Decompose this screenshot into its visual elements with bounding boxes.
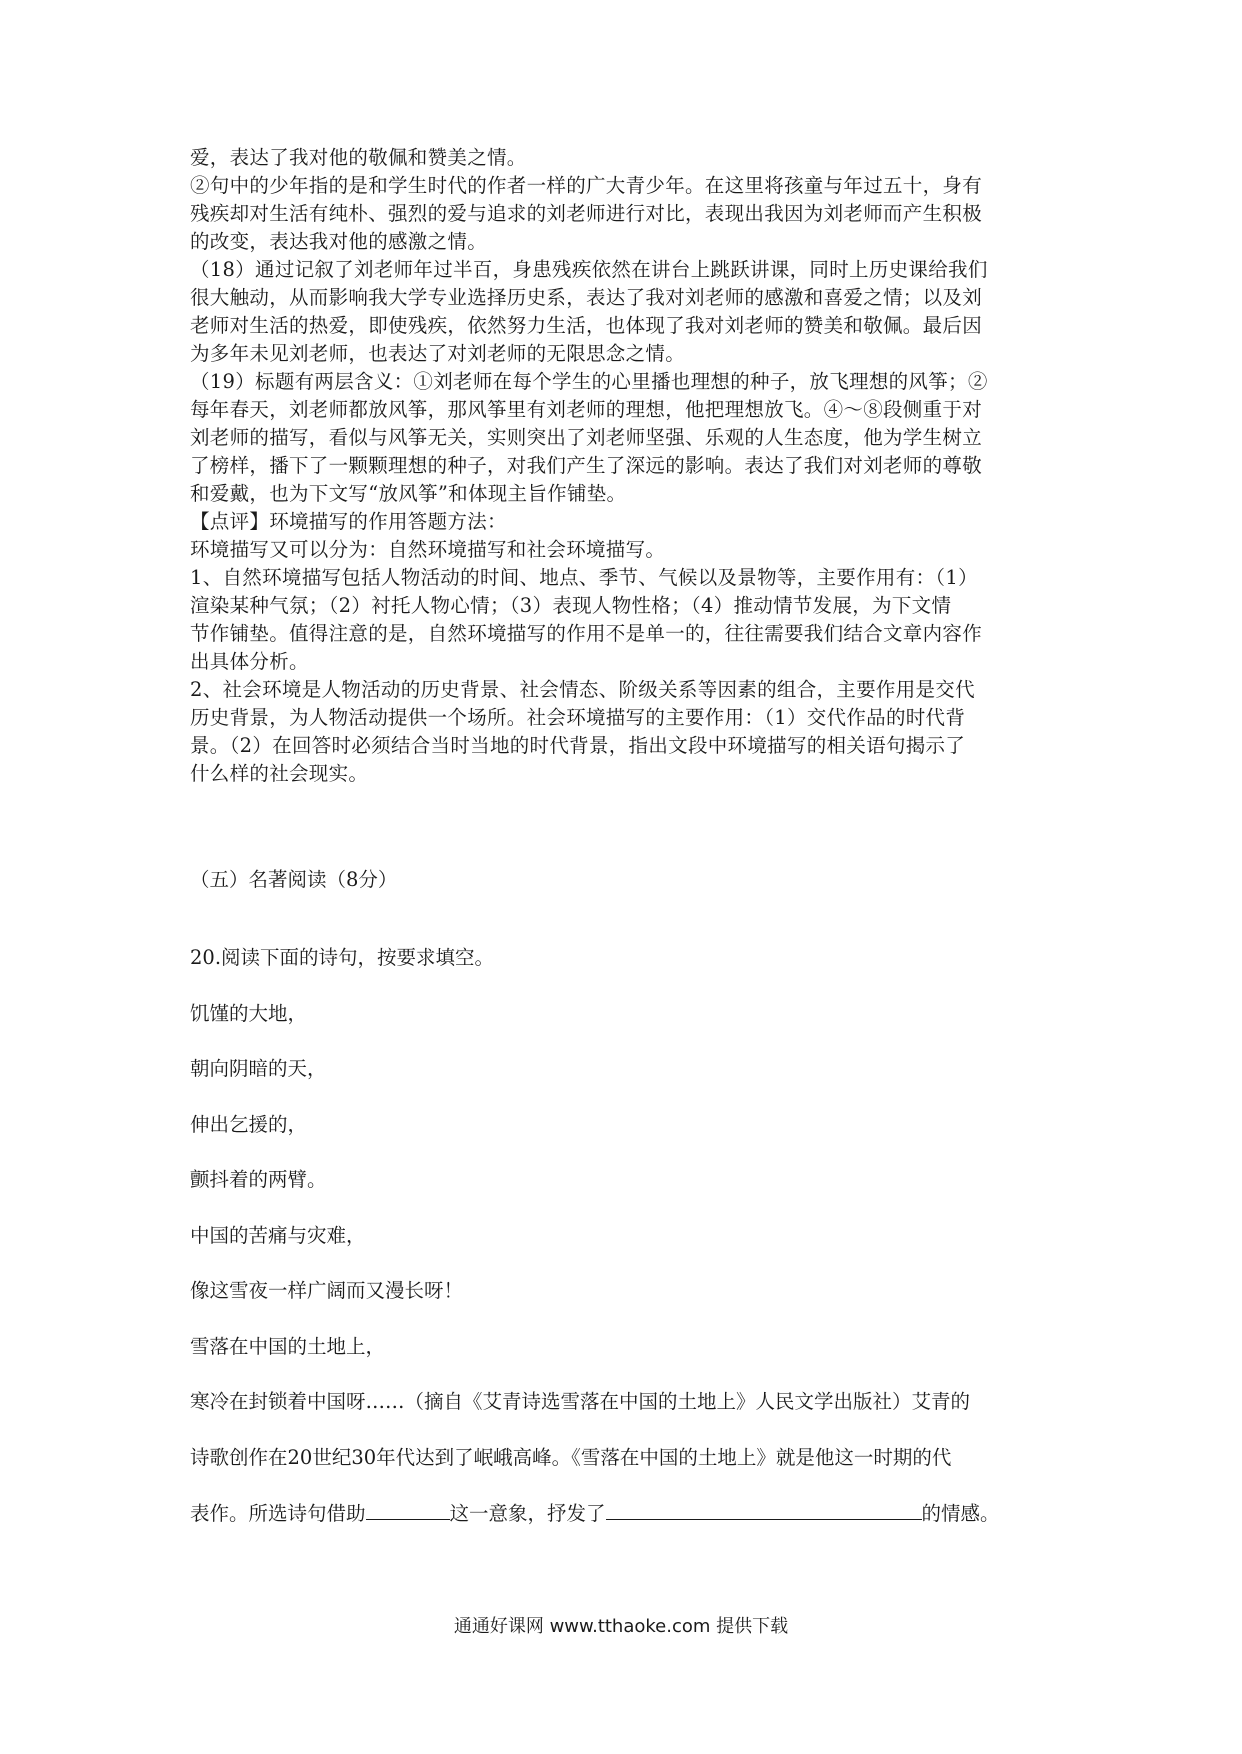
text-line: 环境描写又可以分为：自然环境描写和社会环境描写。 [190,538,666,561]
text-line: 的改变，表达我对他的感激之情。 [190,230,488,253]
text-line: 节作铺垫。值得注意的是，自然环境描写的作用不是单一的，往往需要我们结合文章内容作 [190,622,983,645]
text-line: （18）通过记叙了刘老师年过半百，身患残疾依然在讲台上跳跃讲课，同时上历史课给我们 [190,258,988,281]
text-line: 每年春天，刘老师都放风筝，那风筝里有刘老师的理想，他把理想放飞。④～⑧段侧重于对 [190,398,983,421]
footer-watermark: 通通好课网 www.tthaoke.com 提供下载 [453,1616,789,1637]
poem-line: 像这雪夜一样广阔而又漫长呀！ [190,1279,464,1302]
question-text: 诗歌创作在20世纪30年代达到了岷峨高峰。《雪落在中国的土地上》就是他这一时期的代 [190,1445,952,1469]
fill-text-1: 表作。所选诗句借助 [190,1502,366,1525]
poem-line: 饥馑的大地， [190,1001,308,1025]
question-prompt: 20.阅读下面的诗句，按要求填空。 [190,946,495,969]
text-line: 2、社会环境是人物活动的历史背景、社会情态、阶级关系等因素的组合，主要作用是交代 [190,678,975,701]
text-line: ②句中的少年指的是和学生时代的作者一样的广大青少年。在这里将孩童与年过五十，身有 [190,174,983,197]
text-line: 【点评】环境描写的作用答题方法： [190,510,507,533]
text-line: 历史背景，为人物活动提供一个场所。社会环境描写的主要作用：（1）交代作品的时代背 [190,706,966,729]
text-line: 景。（2）在回答时必须结合当时当地的时代背景，指出文段中环境描写的相关语句揭示了 [190,734,966,757]
text-line: 出具体分析。 [190,650,309,673]
text-line: 了榜样，播下了一颗颗理想的种子，对我们产生了深远的影响。表达了我们对刘老师的尊敬 [190,454,983,477]
text-line: 渲染某种气氛；（2）衬托人物心情；（3）表现人物性格；（4）推动情节发展，为下文情 [190,594,952,617]
poem-line: 雪落在中国的土地上， [190,1334,386,1358]
text-line: 为多年未见刘老师，也表达了对刘老师的无限思念之情。 [190,342,686,365]
poem-line: 中国的苦痛与灾难， [190,1223,366,1247]
text-line: 老师对生活的热爱，即使残疾，依然努力生活，也体现了我对刘老师的赞美和敬佩。最后因 [190,314,983,337]
fill-text-3: 的情感。 [921,1502,1000,1525]
fill-text-2: 这一意象，抒发了 [449,1502,606,1525]
answer-analysis [190,144,1060,788]
text-line: 和爱戴，也为下文写“放风筝”和体现主旨作铺垫。 [190,482,627,505]
answer-blank-emotion[interactable] [606,1499,922,1520]
text-line: 1、自然环境描写包括人物活动的时间、地点、季节、气候以及景物等，主要作用有：（1） [190,566,978,589]
answer-blank-imagery[interactable] [366,1499,450,1520]
section-heading: （五）名著阅读（8分） [190,868,398,891]
poem-line: 寒冷在封锁着中国呀……（摘自《艾青诗选雪落在中国的土地上》人民文学出版社）艾青的 [190,1390,971,1413]
text-line: 刘老师的描写，看似与风筝无关，实则突出了刘老师坚强、乐观的人生态度，他为学生树立 [190,426,983,449]
text-line: 残疾却对生活有纯朴、强烈的爱与追求的刘老师进行对比，表现出我因为刘老师而产生积极 [190,202,983,225]
poem-line: 朝向阴暗的天， [190,1057,327,1080]
text-line: 爱，表达了我对他的敬佩和赞美之情。 [190,146,527,169]
text-line: 什么样的社会现实。 [190,762,369,785]
fill-in-line [190,1499,1070,1555]
poem-line: 颤抖着的两臂。 [190,1168,327,1191]
poem-line: 伸出乞援的， [190,1112,308,1136]
text-line: （19）标题有两层含义：①刘老师在每个学生的心里播也理想的种子，放飞理想的风筝；② [190,370,988,393]
text-line: 很大触动，从而影响我大学专业选择历史系，表达了我对刘老师的感激和喜爱之情；以及刘 [190,286,983,309]
poem-question [190,944,1070,1555]
